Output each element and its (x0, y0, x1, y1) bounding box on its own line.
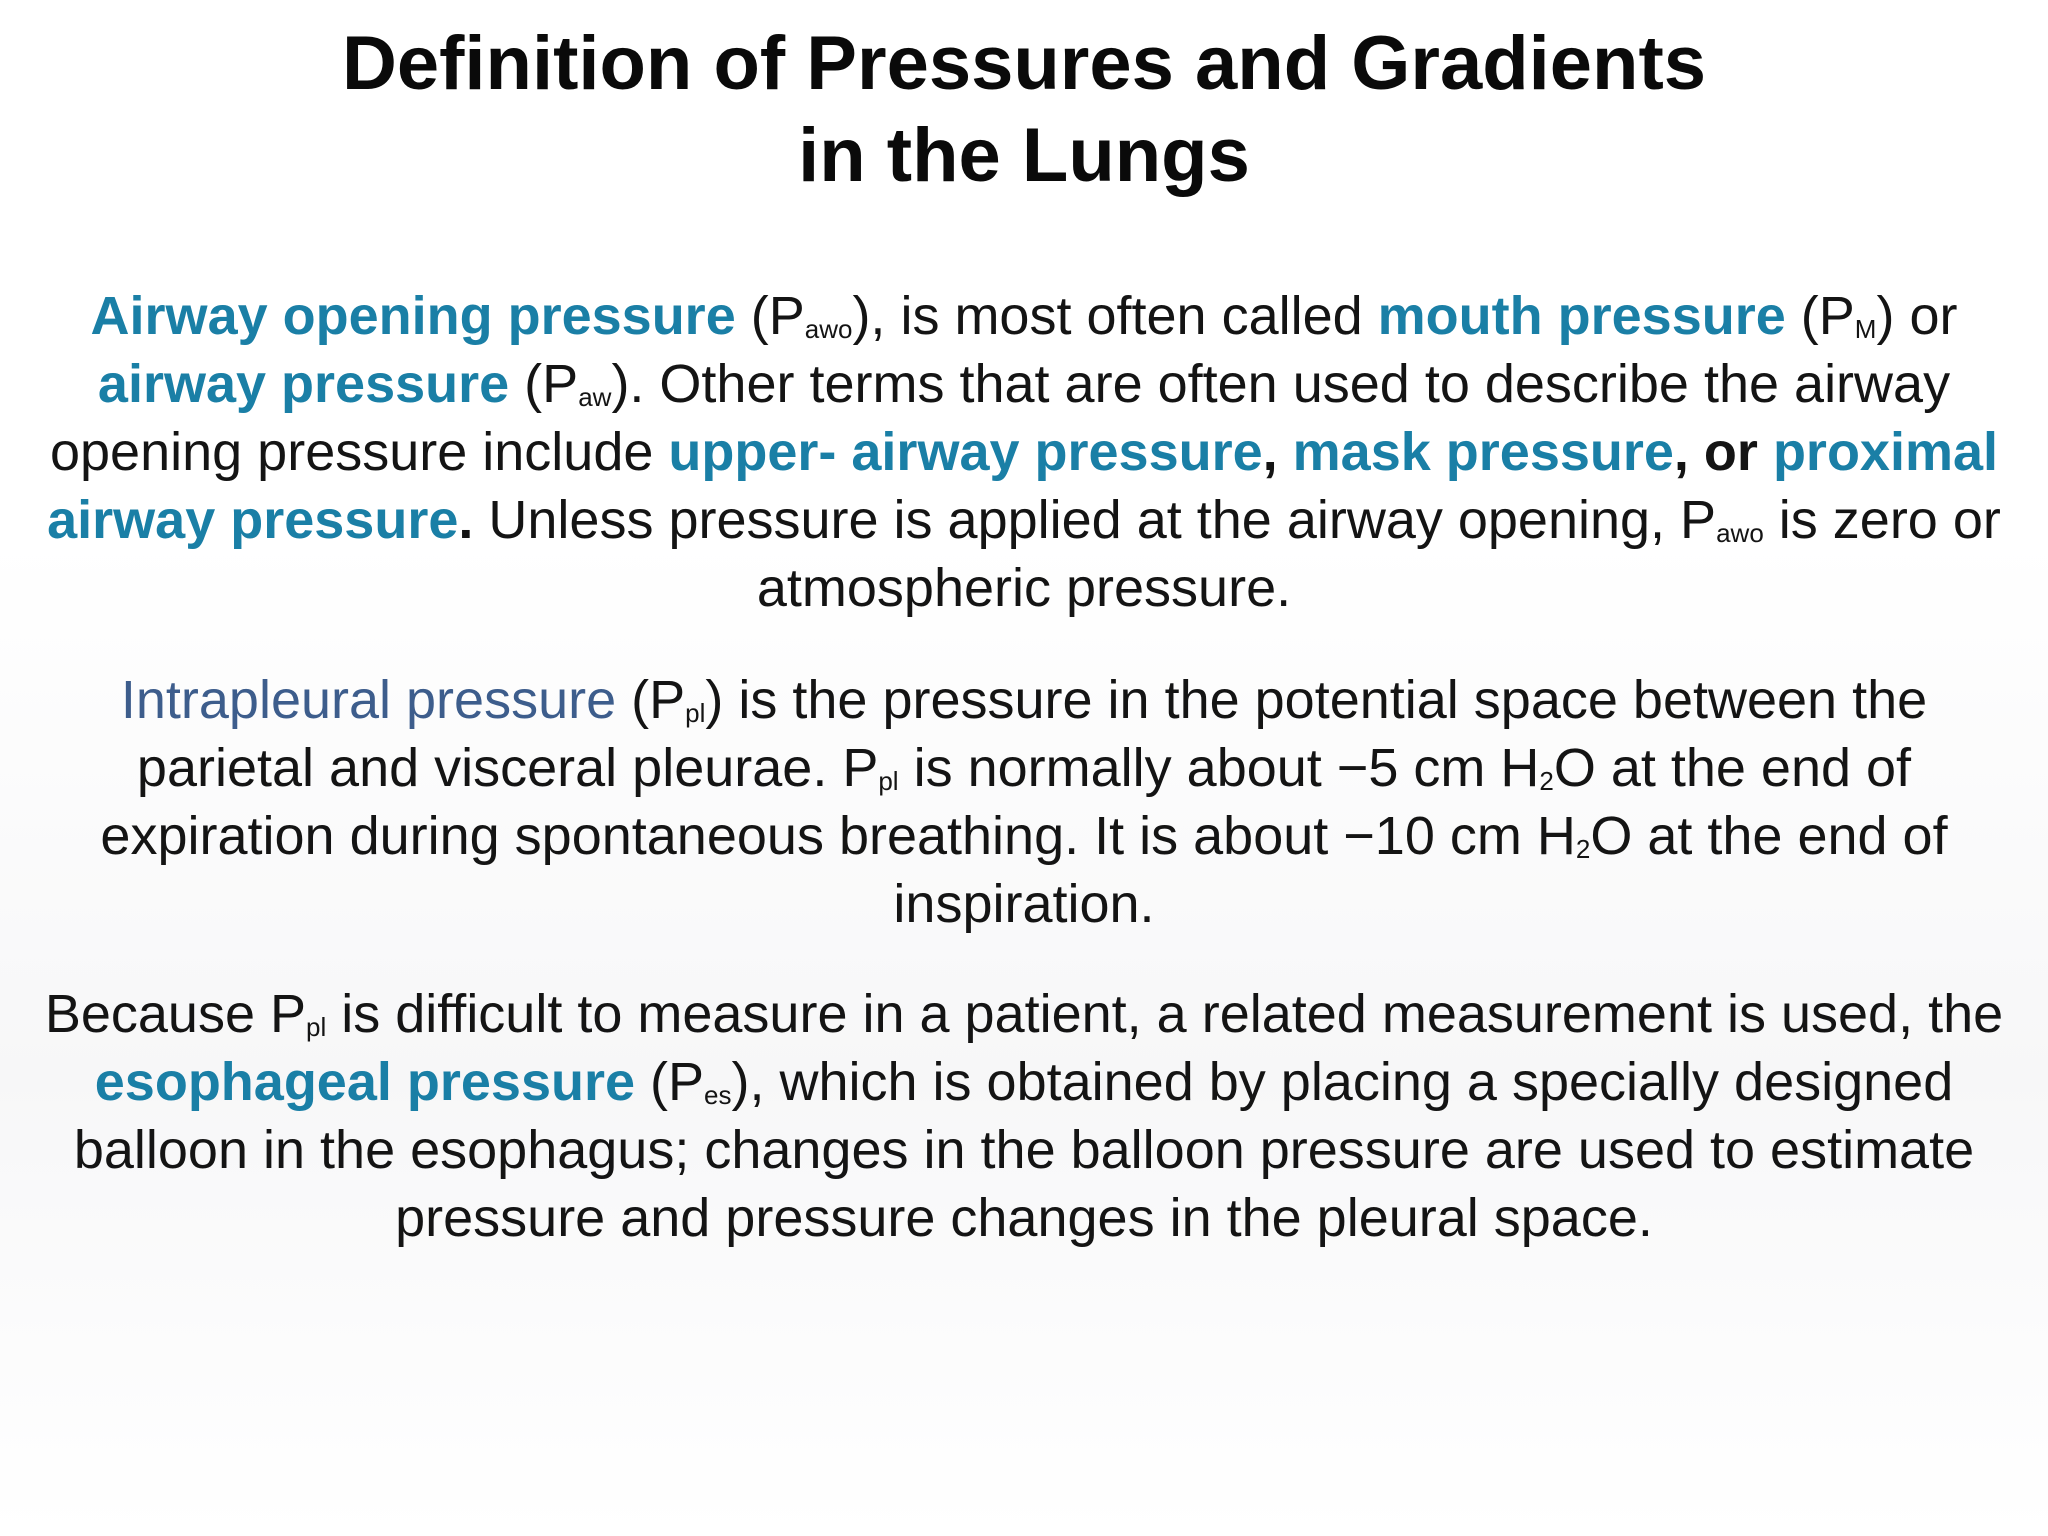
text-segment: ) or (1876, 286, 1958, 346)
subscript: pl (306, 1012, 327, 1042)
subscript: pl (878, 766, 899, 796)
title-line-2: in the Lungs (798, 113, 1250, 198)
subscript: awo (804, 314, 853, 344)
text-segment: , (1262, 422, 1293, 482)
text-segment: , or (1673, 422, 1773, 482)
intrapleural-pressure-paragraph (40, 666, 2008, 938)
subscript: 2 (1539, 766, 1554, 796)
text-segment: is zero or atmospheric pressure. (756, 490, 2001, 618)
term-proximal-airway-pressure: proximal airway pressure (47, 422, 1999, 550)
text-segment: is normally about −5 cm H (898, 738, 1540, 798)
text-segment: (P (1785, 286, 1855, 346)
text-segment: O at the end of inspiration. (893, 806, 1948, 934)
text-segment: (P (635, 1052, 705, 1112)
text-segment: ) is the pressure in the potential space between the parietal and visceral pleurae. P (136, 670, 1928, 798)
text-segment: Because P (44, 984, 306, 1044)
esophageal-pressure-paragraph (40, 980, 2008, 1252)
term-airway-pressure: airway pressure (97, 354, 510, 414)
subscript: M (1854, 314, 1877, 344)
airway-opening-pressure-paragraph (40, 282, 2008, 622)
text-segment: ), which is obtained by placing a specially designed balloon in the esophagus; changes in the balloon pressure are used to estimate pressure and pressure changes in the pleural space. (73, 1052, 1975, 1248)
text-segment: (P (735, 286, 805, 346)
term-mouth-pressure: mouth pressure (1377, 286, 1786, 346)
text-segment: ), is most often called (852, 286, 1378, 346)
term-airway-opening-pressure: Airway opening pressure (90, 286, 736, 346)
title-line-1: Definition of Pressures and Gradients (341, 21, 1707, 106)
text-segment: (P (509, 354, 579, 414)
page-title (0, 18, 2048, 202)
subscript: aw (578, 382, 612, 412)
term-upper-airway-pressure: upper- airway pressure (668, 422, 1263, 482)
text-segment: (P (616, 670, 686, 730)
subscript: awo (1716, 518, 1764, 548)
term-mask-pressure: mask pressure (1292, 422, 1674, 482)
term-intrapleural-pressure: Intrapleural pressure (120, 670, 617, 730)
text-segment: O at the end of expiration during spontaneous breathing. It is about −10 cm H (100, 738, 1912, 866)
subscript: 2 (1575, 834, 1591, 864)
text-segment: Unless pressure is applied at the airway opening, P (473, 490, 1717, 550)
text-segment: . (458, 490, 474, 550)
text-segment: ). Other terms that are often used to describe the airway opening pressure include (49, 354, 1951, 482)
text-segment: is difficult to measure in a patient, a related measurement is used, the (326, 984, 2004, 1044)
term-esophageal-pressure: esophageal pressure (94, 1052, 636, 1112)
subscript: es (704, 1080, 732, 1110)
subscript: pl (685, 698, 706, 728)
